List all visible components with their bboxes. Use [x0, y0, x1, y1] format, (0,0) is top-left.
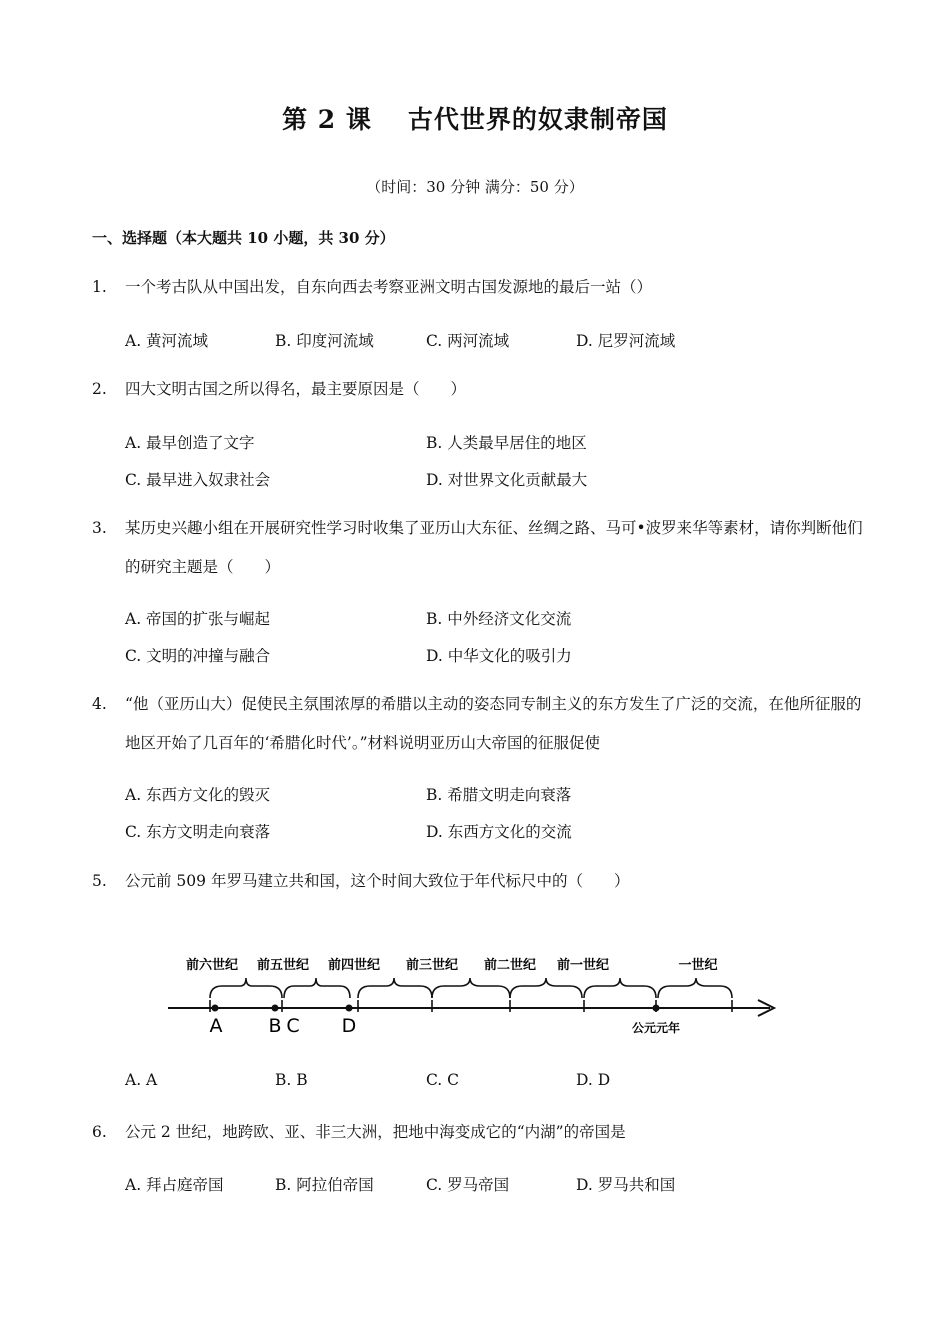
- option-b[interactable]: B. 人类最早居住的地区: [426, 434, 587, 452]
- option-a[interactable]: A. A: [125, 1071, 158, 1089]
- century-label: 前五世纪: [256, 958, 310, 973]
- century-label: 一世纪: [678, 958, 718, 973]
- option-b[interactable]: B. 阿拉伯帝国: [275, 1176, 374, 1194]
- option-c[interactable]: C. C: [426, 1071, 460, 1089]
- question-number: 3.: [92, 519, 107, 537]
- question-stem: 一个考古队从中国出发，自东向西去考察亚洲文明古国发源地的最后一站（）: [125, 278, 653, 296]
- timeline-point-origin: [653, 1005, 660, 1012]
- point-label: A: [209, 1015, 223, 1037]
- option-a[interactable]: A. 最早创造了文字: [125, 434, 255, 452]
- page-title: [0, 100, 950, 136]
- question-3: [92, 509, 872, 587]
- question-number: 1.: [92, 278, 107, 296]
- question-number: 5.: [92, 872, 107, 890]
- option-b[interactable]: B. B: [275, 1071, 308, 1089]
- option-b[interactable]: B. 中外经济文化交流: [426, 610, 572, 628]
- point-label: C: [286, 1015, 300, 1037]
- timeline-point-a: [212, 1005, 219, 1012]
- option-a[interactable]: A. 拜占庭帝国: [125, 1176, 224, 1194]
- question-6: [92, 1113, 872, 1152]
- option-d[interactable]: D. 尼罗河流域: [576, 332, 676, 350]
- option-d[interactable]: D. 对世界文化贡献最大: [426, 471, 588, 489]
- question-1: [92, 268, 872, 307]
- century-label: 前二世纪: [483, 958, 537, 973]
- century-label: 前六世纪: [185, 958, 239, 973]
- exam-info: （时间：30 分钟 满分：50 分）: [366, 178, 584, 196]
- option-b[interactable]: B. 印度河流域: [275, 332, 374, 350]
- option-c[interactable]: C. 文明的冲撞与融合: [125, 647, 271, 665]
- option-d[interactable]: D. 中华文化的吸引力: [426, 647, 572, 665]
- timeline-point-d: [346, 1005, 353, 1012]
- option-a[interactable]: A. 黄河流域: [125, 332, 209, 350]
- lesson-number: 第 2 课: [282, 105, 372, 134]
- option-a[interactable]: A. 帝国的扩张与崛起: [125, 610, 271, 628]
- question-stem: “他（亚历山大）促使民主氛围浓厚的希腊以主动的姿态同专制主义的东方发生了广泛的交流，在他所征服的地区开始了几百年的‘希腊化时代’。”材料说明亚历山大帝国的征服促使: [125, 695, 862, 752]
- question-number: 2.: [92, 380, 107, 398]
- century-label: 前一世纪: [556, 958, 610, 973]
- option-d[interactable]: D. 东西方文化的交流: [426, 823, 572, 841]
- option-c[interactable]: C. 东方文明走向衰落: [125, 823, 271, 841]
- question-stem: 公元前 509 年罗马建立共和国，这个时间大致位于年代标尺中的（ ）: [125, 872, 630, 890]
- option-a[interactable]: A. 东西方文化的毁灭: [125, 786, 271, 804]
- question-4: [92, 685, 872, 763]
- question-stem: 公元 2 世纪，地跨欧、亚、非三大洲，把地中海变成它的“内湖”的帝国是: [125, 1123, 626, 1141]
- option-b[interactable]: B. 希腊文明走向衰落: [426, 786, 572, 804]
- question-number: 6.: [92, 1123, 107, 1141]
- point-label: D: [341, 1015, 357, 1037]
- question-stem: 某历史兴趣小组在开展研究性学习时收集了亚历山大东征、丝绸之路、马可•波罗来华等素材，请你判断他们的研究主题是（ ）: [125, 519, 863, 576]
- century-label: 前四世纪: [327, 958, 381, 973]
- question-5: [92, 862, 872, 901]
- century-braces: [210, 978, 732, 998]
- question-stem: 四大文明古国之所以得名，最主要原因是（ ）: [125, 380, 467, 398]
- timeline-figure: [160, 950, 790, 1040]
- lesson-name: 古代世界的奴隶制帝国: [407, 105, 668, 134]
- question-number: 4.: [92, 695, 107, 713]
- option-c[interactable]: C. 最早进入奴隶社会: [125, 471, 271, 489]
- option-d[interactable]: D. D: [576, 1071, 611, 1089]
- section-heading: 一、选择题（本大题共 10 小题，共 30 分）: [92, 229, 395, 247]
- point-label: B: [268, 1015, 282, 1037]
- option-d[interactable]: D. 罗马共和国: [576, 1176, 676, 1194]
- century-label: 前三世纪: [405, 958, 459, 973]
- question-2: [92, 370, 872, 409]
- option-c[interactable]: C. 罗马帝国: [426, 1176, 510, 1194]
- timeline-point-b: [272, 1005, 279, 1012]
- option-c[interactable]: C. 两河流域: [426, 332, 510, 350]
- origin-label: 公元元年: [631, 1021, 681, 1035]
